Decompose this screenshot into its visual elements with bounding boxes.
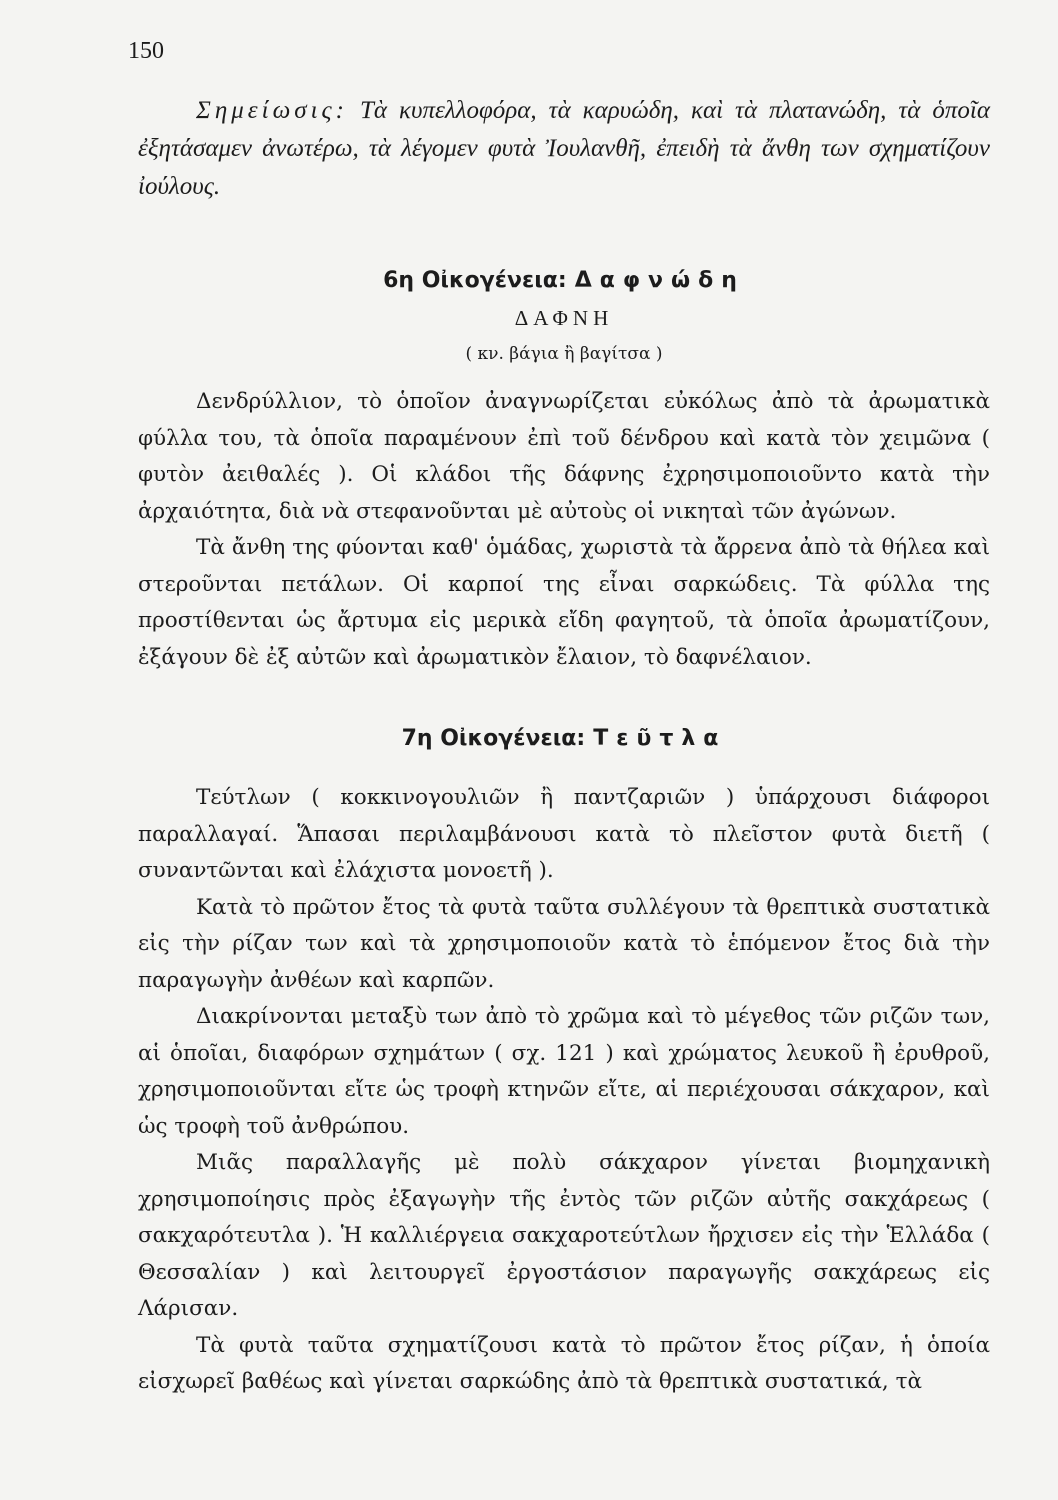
note-paragraph — [138, 92, 990, 206]
family-6-common-name: ( κν. βάγια ἢ βαγίτσα ) — [465, 344, 663, 364]
family-6-paragraph-1: Δενδρύλλιον, τὸ ὁποῖον ἀναγνωρίζεται εὐκόλως ἀπὸ τὰ ἀρωματικὰ φύλλα του, τὰ ὁποῖα παραμένουν ἐπὶ τοῦ δένδρου καὶ κατὰ τὸν χειμῶνα ( φυτὸν ἀειθαλές ). Οἱ κλάδοι τῆς δάφνης ἐχρησιμοποιοῦντο κατὰ τὴν ἀρχαιότητα, διὰ νὰ στεφανοῦνται μὲ αὐτοὺς οἱ νικηταὶ τῶν ἀγώνων. — [138, 389, 990, 524]
family-6-subtitle: ΔΑΦΝΗ — [514, 306, 614, 330]
family-6-body — [138, 384, 990, 676]
page-number: 150 — [128, 38, 164, 64]
family-7-paragraph-3: Διακρίνονται μεταξὺ των ἀπὸ τὸ χρῶμα καὶ τὸ μέγεθος τῶν ριζῶν των, αἱ ὁποῖαι, διαφόρων σχημάτων ( σχ. 121 ) καὶ χρώματος λευκοῦ ἢ ἐρυθροῦ, χρησιμοποιοῦνται εἴτε ὡς τροφὴ κτηνῶν εἴτε, αἱ περιέχουσαι σάκχαρον, καὶ ὡς τροφὴ τοῦ ἀνθρώπου. — [138, 1004, 990, 1139]
family-7-paragraph-2: Κατὰ τὸ πρῶτον ἔτος τὰ φυτὰ ταῦτα συλλέγουν τὰ θρεπτικὰ συστατικὰ εἰς τὴν ρίζαν των καὶ τὰ χρησιμοποιοῦν κατὰ τὸ ἑπόμενον ἔτος διὰ τὴν παραγωγὴν ἀνθέων καὶ καρπῶν. — [138, 894, 990, 993]
family-7-heading-prefix: 7η Οἰκογένεια: — [401, 726, 586, 751]
family-6-heading — [138, 268, 990, 293]
family-7-heading — [138, 726, 990, 751]
note-text: Τὰ κυπελλοφόρα, τὰ καρυώδη, καὶ τὰ πλατανώδη, τὰ ὁποῖα ἐξητάσαμεν ἀνωτέρω, τὰ λέγομεν φυτὰ Ἰουλανθῆ, ἐπειδὴ τὰ ἄνθη των σχηματίζουν ἰούλους. — [138, 97, 990, 200]
family-7-heading-name: Τεῦτλα — [593, 726, 727, 751]
note-lead: Σημείωσις: — [196, 97, 348, 124]
family-7-paragraph-5: Τὰ φυτὰ ταῦτα σχηματίζουσι κατὰ τὸ πρῶτον ἔτος ρίζαν, ἡ ὁποία εἰσχωρεῖ βαθέως καὶ γίνεται σαρκώδης ἀπὸ τὰ θρεπτικὰ συστατικά, τὰ — [138, 1332, 990, 1394]
family-7-paragraph-1: Τεύτλων ( κοκκινογουλιῶν ἢ παντζαριῶν ) ὑπάρχουσι διάφοροι παραλλαγαί. Ἅπασαι περιλαμβάνουσι κατὰ τὸ πλεῖστον φυτὰ διετῆ ( συναντῶνται καὶ ἐλάχιστα μονοετῆ ). — [138, 785, 990, 883]
family-7-body — [138, 780, 990, 1401]
family-7-paragraph-4: Μιᾶς παραλλαγῆς μὲ πολὺ σάκχαρον γίνεται βιομηχανικὴ χρησιμοποίησις πρὸς ἐξαγωγὴν τῆς ἐντὸς τῶν ριζῶν αὐτῆς σακχάρεως ( σακχαρότευτλα ). Ἡ καλλιέργεια σακχαροτεύτλων ἤρχισεν εἰς τὴν Ἑλλάδα ( Θεσσαλίαν ) καὶ λειτουργεῖ ἐργοστάσιον παραγωγῆς σακχάρεως εἰς Λάρισαν. — [138, 1150, 990, 1321]
family-6-heading-prefix: 6η Οἰκογένεια: — [383, 268, 567, 293]
family-6-paragraph-2: Τὰ ἄνθη της φύονται καθ' ὁμάδας, χωριστὰ τὰ ἄρρενα ἀπὸ τὰ θήλεα καὶ στεροῦνται πετάλων. Οἱ καρποί της εἶναι σαρκώδεις. Τὰ φύλλα της προστίθενται ὡς ἄρτυμα εἰς μερικὰ εἴδη φαγητοῦ, τὰ ὁποῖα ἀρωματίζουν, ἐξάγουν δὲ ἐξ αὐτῶν καὶ ἀρωματικὸν ἔλαιον, τὸ δαφνέλαιον. — [138, 535, 990, 670]
family-6-heading-name: Δαφνώδη — [574, 268, 745, 293]
